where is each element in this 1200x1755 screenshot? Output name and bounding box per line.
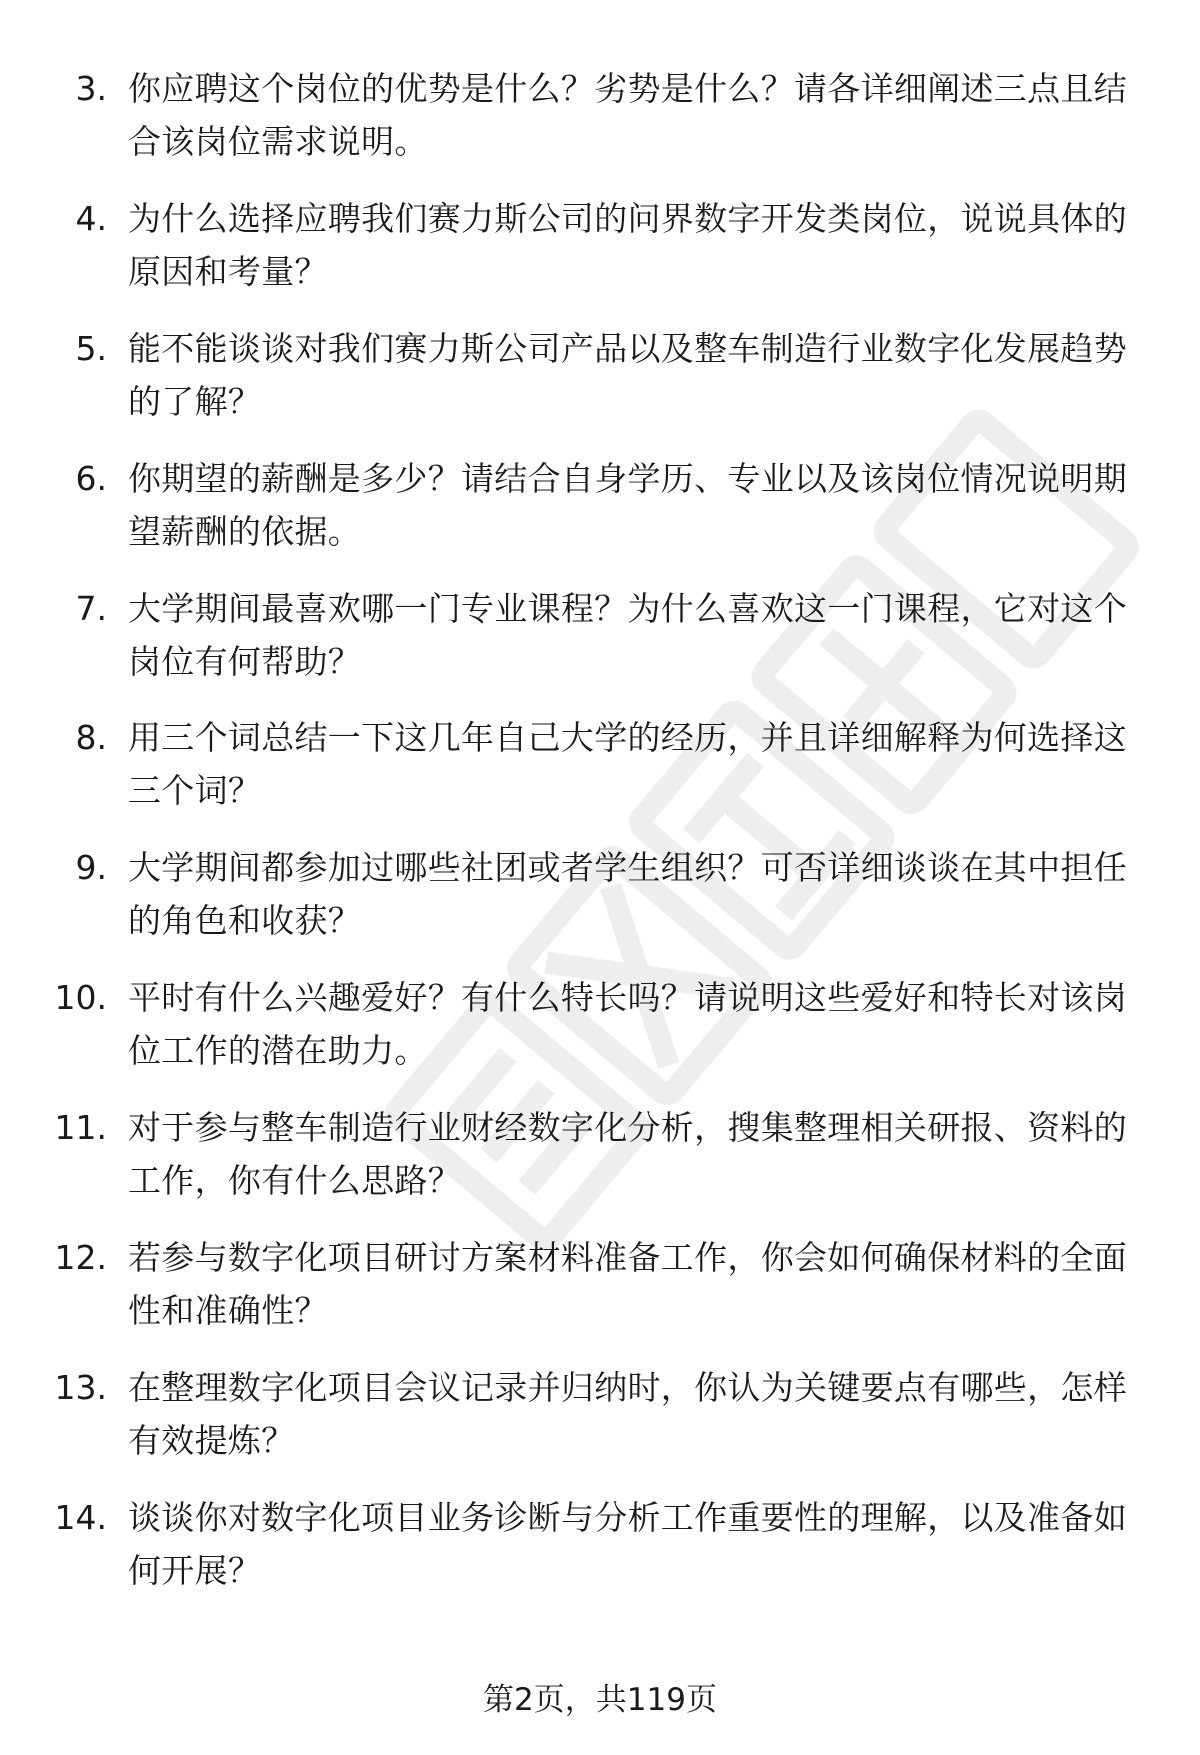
question-number: 12.: [54, 1238, 107, 1278]
list-item: [0, 62, 1200, 192]
list-item: [0, 582, 1200, 712]
question-number: 8.: [75, 718, 107, 758]
question-text: 能不能谈谈对我们赛力斯公司产品以及整车制造行业数字化发展趋势的了解？: [128, 328, 1127, 421]
list-item: [0, 711, 1200, 841]
list-item: [0, 1361, 1200, 1491]
list-item: [0, 1101, 1200, 1231]
question-number: 5.: [75, 328, 107, 368]
question-number: 10.: [54, 978, 107, 1018]
question-number: 7.: [75, 588, 107, 628]
question-text: 对于参与整车制造行业财经数字化分析，搜集整理相关研报、资料的工作，你有什么思路？: [128, 1108, 1127, 1201]
question-number: 13.: [54, 1367, 107, 1407]
question-text: 谈谈你对数字化项目业务诊断与分析工作重要性的理解，以及准备如何开展？: [128, 1497, 1127, 1590]
question-text: 你应聘这个岗位的优势是什么？劣势是什么？请各详细阐述三点且结合该岗位需求说明。: [128, 69, 1127, 161]
question-number: 11.: [54, 1108, 107, 1148]
list-item: [0, 1231, 1200, 1361]
question-number: 3.: [75, 69, 107, 108]
question-number: 6.: [75, 458, 107, 498]
question-text: 大学期间都参加过哪些社团或者学生组织？可否详细谈谈在其中担任的角色和收获？: [128, 848, 1127, 941]
list-item: [0, 1491, 1200, 1621]
list-item: [0, 452, 1200, 582]
list-item: [0, 971, 1200, 1101]
page-number: 第2页，共119页: [483, 1682, 717, 1718]
question-text: 平时有什么兴趣爱好？有什么特长吗？请说明这些爱好和特长对该岗位工作的潜在助力。: [128, 978, 1127, 1071]
list-item: [0, 192, 1200, 322]
question-text: 你期望的薪酬是多少？请结合自身学历、专业以及该岗位情况说明期望薪酬的依据。: [128, 458, 1127, 551]
list-item: [0, 841, 1200, 971]
question-text: 用三个词总结一下这几年自己大学的经历，并且详细解释为何选择这三个词？: [128, 718, 1127, 811]
question-number: 4.: [75, 198, 107, 238]
question-number: 9.: [75, 848, 107, 888]
question-number: 14.: [54, 1497, 107, 1537]
question-list: [0, 62, 1200, 1621]
question-text: 大学期间最喜欢哪一门专业课程？为什么喜欢这一门课程，它对这个岗位有何帮助？: [128, 588, 1127, 681]
question-text: 为什么选择应聘我们赛力斯公司的问界数字开发类岗位，说说具体的原因和考量？: [128, 198, 1127, 291]
list-item: [0, 322, 1200, 452]
question-text: 在整理数字化项目会议记录并归纳时，你认为关键要点有哪些，怎样有效提炼？: [128, 1367, 1127, 1460]
question-text: 若参与数字化项目研讨方案材料准备工作，你会如何确保材料的全面性和准确性？: [128, 1238, 1127, 1331]
